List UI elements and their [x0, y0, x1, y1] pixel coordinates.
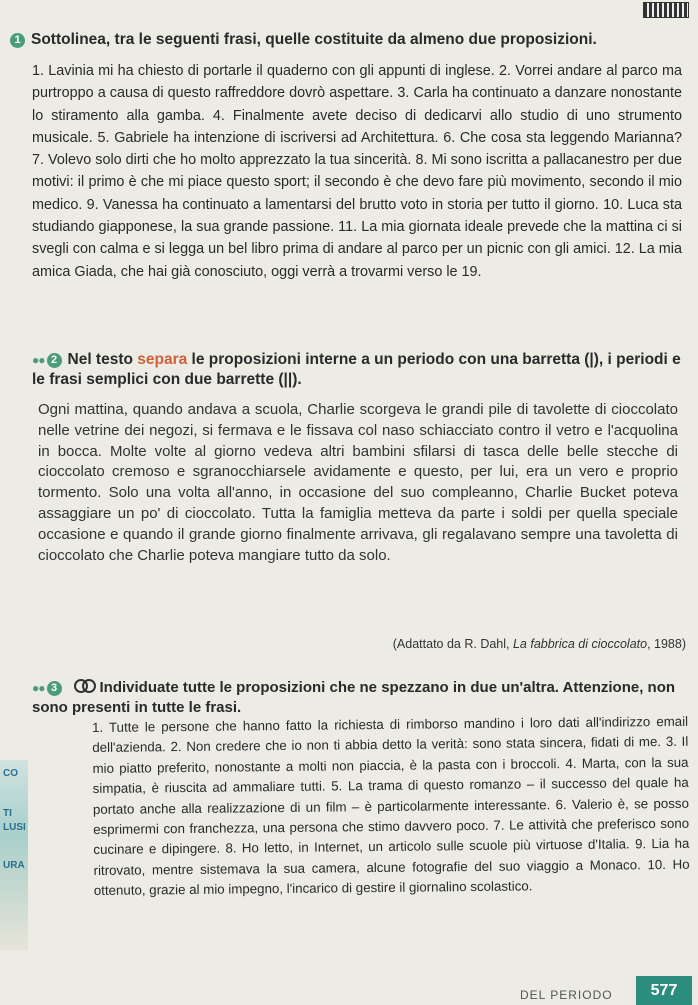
exercise-1-heading	[10, 30, 690, 50]
difficulty-dots-icon: ●●	[32, 353, 45, 367]
exercise-1-instruction: Sottolinea, tra le seguenti frasi, quelle costituite da almeno due proposizioni.	[31, 31, 597, 48]
qr-code-icon	[643, 2, 689, 18]
exercise-number-badge: 1	[10, 33, 25, 48]
group-work-icon	[74, 679, 94, 693]
exercise-3-heading	[32, 678, 687, 717]
exercise-number-badge: 3	[47, 681, 62, 696]
side-chapter-tab: CO TI LUSI URA	[0, 760, 28, 950]
exercise-3-instruction: Individuate tutte le proposizioni che ne spezzano in due un'altra. Attenzione, non sono presenti in tutte le frasi.	[32, 679, 676, 716]
exercise-2-passage: Ogni mattina, quando andava a scuola, Charlie scorgeva le grandi pile di tavolette di cioccolato nelle vetrine dei negozi, si fermava e le fissava col naso schiacciato contro il vetro e l'acquolina in bocca. Molte volte al giorno vedeva altri bambini sfilarsi di tasca delle belle stecche di cioccolato cremoso e sgranocchiarsele avidamente e questo, per lui, era un vero e proprio tormento. Solo una volta all'anno, in occasione del suo compleanno, Charlie Bucket poteva assaggiare un po' di cioccolato. Tutta la famiglia metteva da parte i soldi per quella speciale occasione e quando il grande giorno finalmente arrivava, gli regalavano sempre una tavoletta di cioccolato che Charlie poteva mangiare tutto da solo.	[38, 401, 678, 564]
exercise-2-heading: ●● 2 Nel testo separa le proposizioni interne a un periodo con una barretta (|), i periodi e le frasi semplici con due barrette (||).	[32, 351, 681, 388]
exercise-1-sentences: 1. Lavinia mi ha chiesto di portarle il quaderno con gli appunti di inglese. 2. Vorrei andare al parco ma purtroppo a causa di questo raffreddore dovrò aspettare. 3. Carla ha continuato a danzare nonostante lo stiramento alla gamba. 4. Finalmente avete deciso di dedicarvi allo studio di uno strumento musicale. 5. Gabriele ha intenzione di iscriversi ad Architettura. 6. Che cosa sta leggendo Marianna? 7. Volevo solo dirti che ho molto apprezzato la tua sincerità. 8. Mi sono iscritta a pallacanestro per due motivi: il primo è che mi piace questo sport; il secondo è che devo fare più movimento, secondo il mio medico. 9. Vanessa ha continuato a lamentarsi del brutto voto in storia per tutto il giorno. 10. Luca sta studiando giapponese, la sua grande passione. 11. La mia giornata ideale prevede che la mattina ci si svegli con calma e si legga un bel libro prima di andare al parco per un picnic con gli amici. 12. La mia amica Giada, che hai già conosciuto, oggi verrà a trovarmi verso le 19.	[32, 63, 682, 280]
page-number: 577	[636, 976, 692, 1005]
exercise-number-badge: 2	[47, 353, 62, 368]
instruction-verb: separa	[137, 351, 188, 368]
difficulty-dots-icon: ●●	[32, 681, 45, 695]
section-footer-label: DEL PERIODO	[520, 988, 613, 1002]
book-title: La fabbrica di cioccolato	[512, 637, 648, 651]
passage-source: (Adattato da R. Dahl, La fabbrica di cioccolato, 1988)	[392, 637, 686, 651]
exercise-3-sentences: 1. Tutte le persone che hanno fatto la richiesta di rimborso mandino i loro dati all'indirizzo email dell'azienda. 2. Non credere che io non ti abbia detto la verità: sono stata sincera, fidati di me. 3. Il mio piatto preferito, nonostante a molti non piaccia, è la pasta con i broccoli. 4. Marta, con la sua simpatia, è riuscita ad ammaliare tutti. 5. La trama di questo romanzo – il successo del quale ha portato anche alla realizzazione di un film – è particolarmente interessante. 6. Valerio è, se posso esprimermi con franchezza, una persona che stimo davvero poco. 7. Le attività che preferisco sono cucinare e dipingere. 8. Ho letto, in Internet, un articolo sulle scuole più virtuose d'Italia. 9. Lia ha ritrovato, mentre sistemava la sua camera, alcune fotografie del suo viaggio a Monaco. 10. Ho ottenuto, grazie al mio impegno, l'incarico di gestire il giornalino scolastico.	[92, 713, 690, 899]
